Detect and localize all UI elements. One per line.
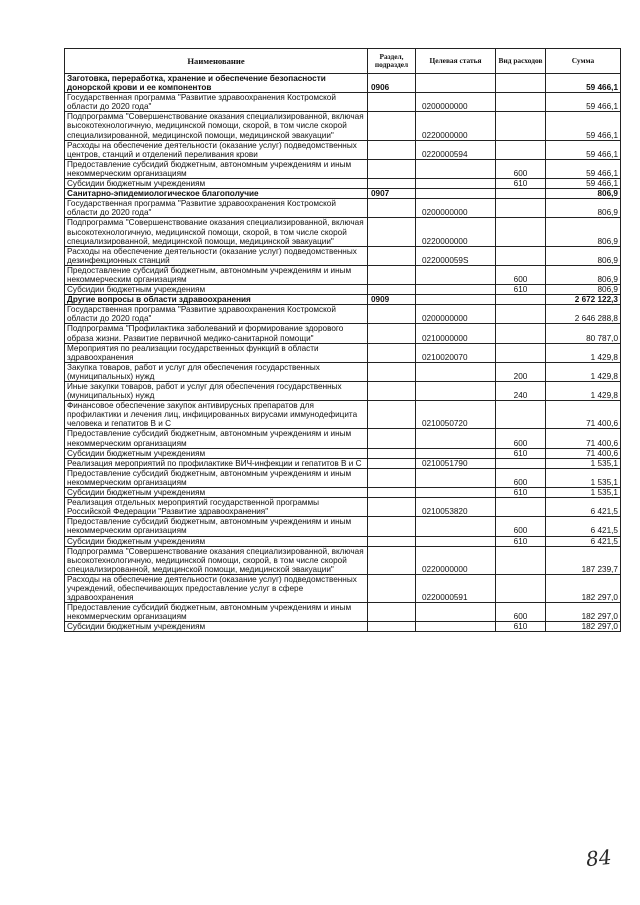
table-row [65, 199, 621, 218]
cell-celevaya [416, 517, 496, 536]
table-row [65, 382, 621, 401]
table-row [65, 603, 621, 622]
cell-razdel [368, 401, 416, 429]
table-row [65, 488, 621, 498]
header-name: Наименование [65, 49, 368, 74]
budget-sheet [64, 48, 620, 632]
cell-celevaya [416, 295, 496, 305]
table-row [65, 343, 621, 362]
table-row [65, 112, 621, 140]
cell-vid [496, 199, 546, 218]
cell-name: Мероприятия по реализации государственных функций в области здравоохранения [65, 343, 368, 362]
cell-vid [496, 458, 546, 468]
cell-name: Подпрограмма "Совершенствование оказания специализированной, включая высокотехнологичную, медицинской помощи, скорой, в том числе скорой специализированной, медицинской помощи, медицинской эвакуации" [65, 218, 368, 246]
cell-name: Заготовка, переработка, хранение и обеспечение безопасности донорской крови и ее компонентов [65, 74, 368, 93]
cell-vid [496, 112, 546, 140]
cell-razdel [368, 199, 416, 218]
cell-name: Санитарно-эпидемиологическое благополучие [65, 189, 368, 199]
cell-summa: 806,9 [546, 265, 621, 284]
cell-summa: 6 421,5 [546, 498, 621, 517]
cell-summa: 71 400,6 [546, 401, 621, 429]
cell-summa: 59 466,1 [546, 112, 621, 140]
header-vid: Вид расходов [496, 49, 546, 74]
cell-celevaya: 0220000000 [416, 218, 496, 246]
cell-vid [496, 295, 546, 305]
cell-razdel [368, 218, 416, 246]
cell-summa: 187 239,7 [546, 546, 621, 574]
cell-summa: 1 535,1 [546, 458, 621, 468]
cell-name: Субсидии бюджетным учреждениям [65, 448, 368, 458]
cell-razdel [368, 112, 416, 140]
cell-celevaya: 0220000000 [416, 112, 496, 140]
table-row [65, 622, 621, 632]
cell-razdel [368, 93, 416, 112]
cell-vid: 600 [496, 265, 546, 284]
cell-vid [496, 305, 546, 324]
cell-razdel [368, 179, 416, 189]
cell-celevaya [416, 74, 496, 93]
cell-razdel [368, 429, 416, 448]
cell-vid: 600 [496, 603, 546, 622]
cell-razdel [368, 305, 416, 324]
cell-name: Субсидии бюджетным учреждениям [65, 179, 368, 189]
cell-summa: 59 466,1 [546, 140, 621, 159]
table-row [65, 458, 621, 468]
table-row [65, 140, 621, 159]
table-row [65, 189, 621, 199]
cell-razdel [368, 448, 416, 458]
cell-name: Закупка товаров, работ и услуг для обеспечения государственных (муниципальных) нужд [65, 362, 368, 381]
cell-razdel [368, 246, 416, 265]
cell-razdel [368, 574, 416, 602]
cell-name: Реализация мероприятий по профилактике ВИЧ-инфекции и гепатитов В и С [65, 458, 368, 468]
cell-summa: 182 297,0 [546, 622, 621, 632]
cell-summa: 806,9 [546, 199, 621, 218]
table-row [65, 295, 621, 305]
cell-name: Субсидии бюджетным учреждениям [65, 285, 368, 295]
cell-summa: 182 297,0 [546, 574, 621, 602]
cell-celevaya: 0220000591 [416, 574, 496, 602]
cell-vid: 200 [496, 362, 546, 381]
cell-razdel [368, 498, 416, 517]
table-row [65, 574, 621, 602]
table-row [65, 305, 621, 324]
cell-celevaya: 0200000000 [416, 305, 496, 324]
cell-name: Другие вопросы в области здравоохранения [65, 295, 368, 305]
table-row [65, 74, 621, 93]
cell-vid [496, 218, 546, 246]
cell-razdel [368, 362, 416, 381]
cell-summa: 1 429,8 [546, 382, 621, 401]
cell-celevaya: 0210020070 [416, 343, 496, 362]
cell-name: Государственная программа "Развитие здравоохранения Костромской области до 2020 года" [65, 305, 368, 324]
cell-vid: 600 [496, 517, 546, 536]
cell-celevaya: 0220000000 [416, 546, 496, 574]
cell-razdel [368, 382, 416, 401]
table-row [65, 324, 621, 343]
table-row [65, 246, 621, 265]
cell-vid: 610 [496, 622, 546, 632]
cell-celevaya [416, 179, 496, 189]
cell-razdel [368, 468, 416, 487]
cell-celevaya [416, 285, 496, 295]
cell-celevaya [416, 362, 496, 381]
table-row [65, 429, 621, 448]
cell-celevaya [416, 622, 496, 632]
header-celevaya: Целевая статья [416, 49, 496, 74]
cell-razdel [368, 265, 416, 284]
cell-summa: 1 429,8 [546, 362, 621, 381]
cell-vid [496, 324, 546, 343]
cell-name: Предоставление субсидий бюджетным, автономным учреждениям и иным некоммерческим организациям [65, 517, 368, 536]
cell-summa: 806,9 [546, 189, 621, 199]
cell-summa: 6 421,5 [546, 517, 621, 536]
header-summa: Сумма [546, 49, 621, 74]
cell-summa: 806,9 [546, 218, 621, 246]
table-row [65, 218, 621, 246]
table-row [65, 401, 621, 429]
cell-razdel [368, 285, 416, 295]
cell-summa: 71 400,6 [546, 448, 621, 458]
cell-celevaya: 0210000000 [416, 324, 496, 343]
cell-vid: 610 [496, 285, 546, 295]
cell-celevaya [416, 448, 496, 458]
cell-celevaya: 0200000000 [416, 93, 496, 112]
cell-celevaya: 0220000594 [416, 140, 496, 159]
table-row [65, 179, 621, 189]
cell-name: Государственная программа "Развитие здравоохранения Костромской области до 2020 года" [65, 199, 368, 218]
cell-celevaya: 022000059S [416, 246, 496, 265]
cell-name: Финансовое обеспечение закупок антивирусных препаратов для профилактики и лечения лиц, инфицированных вирусами иммунодефицита человека и гепатитов В и С [65, 401, 368, 429]
budget-table [64, 48, 621, 632]
cell-name: Реализация отдельных мероприятий государственной программы Российской Федерации "Развитие здравоохранения" [65, 498, 368, 517]
table-row [65, 265, 621, 284]
table-row [65, 546, 621, 574]
table-body [65, 74, 621, 632]
cell-razdel [368, 622, 416, 632]
cell-celevaya: 0200000000 [416, 199, 496, 218]
cell-razdel: 0906 [368, 74, 416, 93]
table-row [65, 448, 621, 458]
cell-summa: 182 297,0 [546, 603, 621, 622]
cell-vid [496, 574, 546, 602]
cell-summa: 59 466,1 [546, 93, 621, 112]
cell-vid [496, 343, 546, 362]
cell-razdel: 0909 [368, 295, 416, 305]
table-header-row [65, 49, 621, 74]
page-number: 84 [584, 844, 613, 872]
cell-vid: 600 [496, 468, 546, 487]
cell-vid [496, 401, 546, 429]
cell-celevaya: 0210050720 [416, 401, 496, 429]
cell-vid: 610 [496, 536, 546, 546]
cell-razdel [368, 536, 416, 546]
cell-summa: 1 535,1 [546, 468, 621, 487]
cell-summa: 1 535,1 [546, 488, 621, 498]
cell-name: Подпрограмма "Совершенствование оказания специализированной, включая высокотехнологичную, медицинской помощи, скорой, в том числе скорой специализированной, медицинской помощи, медицинской эвакуации" [65, 112, 368, 140]
cell-vid: 610 [496, 488, 546, 498]
cell-name: Иные закупки товаров, работ и услуг для обеспечения государственных (муниципальных) нужд [65, 382, 368, 401]
header-razdel: Раздел, подраздел [368, 49, 416, 74]
table-row [65, 285, 621, 295]
cell-celevaya [416, 189, 496, 199]
cell-celevaya [416, 265, 496, 284]
cell-name: Предоставление субсидий бюджетным, автономным учреждениям и иным некоммерческим организациям [65, 159, 368, 178]
cell-vid: 610 [496, 179, 546, 189]
cell-name: Предоставление субсидий бюджетным, автономным учреждениям и иным некоммерческим организациям [65, 265, 368, 284]
cell-celevaya [416, 159, 496, 178]
table-row [65, 498, 621, 517]
cell-vid [496, 498, 546, 517]
table-row [65, 159, 621, 178]
cell-celevaya [416, 468, 496, 487]
cell-vid [496, 93, 546, 112]
cell-vid: 610 [496, 448, 546, 458]
cell-name: Субсидии бюджетным учреждениям [65, 536, 368, 546]
cell-summa: 6 421,5 [546, 536, 621, 546]
cell-name: Подпрограмма "Совершенствование оказания специализированной, включая высокотехнологичную, медицинской помощи, скорой, в том числе скорой специализированной, медицинской помощи, медицинской эвакуации" [65, 546, 368, 574]
cell-celevaya [416, 429, 496, 448]
cell-name: Предоставление субсидий бюджетным, автономным учреждениям и иным некоммерческим организациям [65, 429, 368, 448]
cell-razdel: 0907 [368, 189, 416, 199]
cell-vid: 600 [496, 159, 546, 178]
cell-celevaya [416, 382, 496, 401]
table-row [65, 517, 621, 536]
cell-razdel [368, 517, 416, 536]
cell-razdel [368, 140, 416, 159]
cell-summa: 59 466,1 [546, 159, 621, 178]
cell-summa: 1 429,8 [546, 343, 621, 362]
cell-summa: 59 466,1 [546, 179, 621, 189]
cell-summa: 2 672 122,3 [546, 295, 621, 305]
cell-name: Расходы на обеспечение деятельности (оказание услуг) подведомственных центров, станций и отделений переливания крови [65, 140, 368, 159]
cell-name: Субсидии бюджетным учреждениям [65, 622, 368, 632]
cell-summa: 2 646 288,8 [546, 305, 621, 324]
cell-name: Расходы на обеспечение деятельности (оказание услуг) подведомственных учреждений, обеспечивающих предоставление услуг в сфере здравоохранения [65, 574, 368, 602]
cell-razdel [368, 603, 416, 622]
table-row [65, 93, 621, 112]
cell-vid [496, 546, 546, 574]
cell-razdel [368, 343, 416, 362]
cell-vid: 600 [496, 429, 546, 448]
cell-razdel [368, 488, 416, 498]
cell-celevaya: 0210051790 [416, 458, 496, 468]
cell-name: Расходы на обеспечение деятельности (оказание услуг) подведомственных дезинфекционных станций [65, 246, 368, 265]
cell-summa: 71 400,6 [546, 429, 621, 448]
cell-vid [496, 189, 546, 199]
cell-summa: 806,9 [546, 285, 621, 295]
cell-name: Предоставление субсидий бюджетным, автономным учреждениям и иным некоммерческим организациям [65, 603, 368, 622]
cell-name: Государственная программа "Развитие здравоохранения Костромской области до 2020 года" [65, 93, 368, 112]
table-row [65, 536, 621, 546]
cell-celevaya [416, 536, 496, 546]
cell-celevaya [416, 603, 496, 622]
cell-name: Предоставление субсидий бюджетным, автономным учреждениям и иным некоммерческим организациям [65, 468, 368, 487]
cell-razdel [368, 159, 416, 178]
cell-vid [496, 140, 546, 159]
cell-celevaya: 0210053820 [416, 498, 496, 517]
cell-vid: 240 [496, 382, 546, 401]
cell-name: Подпрограмма "Профилактика заболеваний и формирование здорового образа жизни. Развитие первичной медико-санитарной помощи" [65, 324, 368, 343]
cell-summa: 806,9 [546, 246, 621, 265]
cell-name: Субсидии бюджетным учреждениям [65, 488, 368, 498]
cell-razdel [368, 324, 416, 343]
cell-celevaya [416, 488, 496, 498]
cell-razdel [368, 458, 416, 468]
cell-vid [496, 74, 546, 93]
cell-summa: 80 787,0 [546, 324, 621, 343]
table-row [65, 362, 621, 381]
table-row [65, 468, 621, 487]
cell-summa: 59 466,1 [546, 74, 621, 93]
cell-vid [496, 246, 546, 265]
cell-razdel [368, 546, 416, 574]
